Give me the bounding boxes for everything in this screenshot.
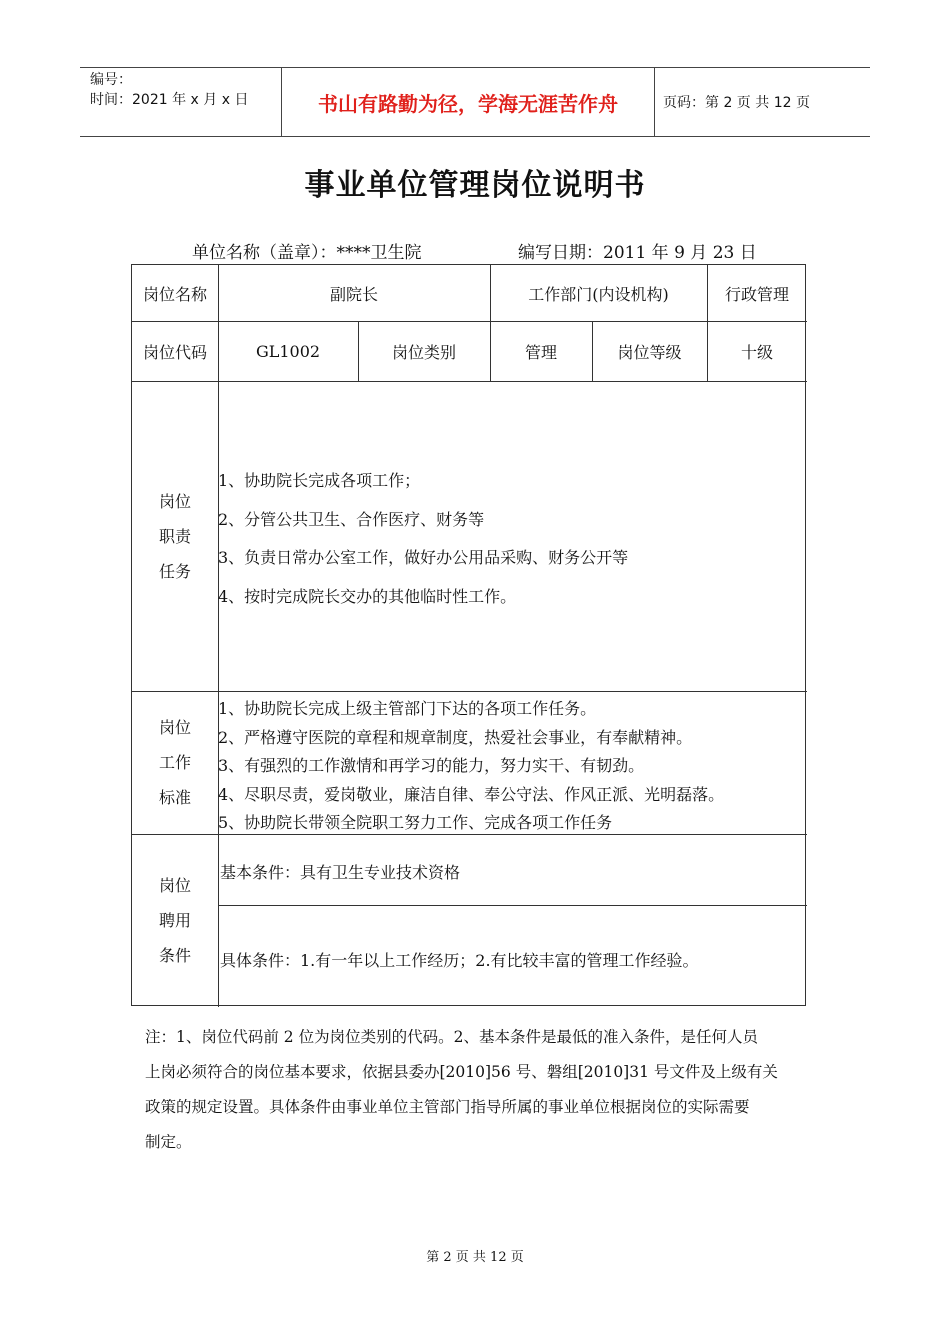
position-table	[131, 264, 806, 1006]
slogan: 书山有路勤为径，学海无涯苦作舟	[281, 68, 655, 136]
list-item: 1、协助院长完成上级主管部门下达的各项工作任务。	[218, 699, 597, 718]
position-name-value: 副院长	[329, 284, 378, 304]
unit-name: 单位名称（盖章）：****卫生院	[192, 243, 422, 263]
duties-list	[218, 462, 807, 616]
compile-date: 编写日期：2011 年 9 月 23 日	[518, 243, 757, 263]
list-item: 2、严格遵守医院的章程和规章制度，热爱社会事业，有奉献精神。	[218, 727, 693, 747]
position-grade-label: 岗位等级	[617, 342, 682, 362]
list-item: 5、协助院长带领全院职工努力工作、完成各项工作任务	[218, 813, 613, 832]
basic-conditions: 基本条件：具有卫生专业技术资格	[220, 863, 461, 882]
list-item: 4、尽职尽责，爱岗敬业，廉洁自律、奉公守法、作风正派、光明磊落。	[218, 784, 725, 804]
list-item: 4、按时完成院长交办的其他临时性工作。	[218, 586, 517, 606]
position-category-label: 岗位类别	[391, 342, 456, 362]
page-indicator: 页码：第 2 页 共 12 页	[663, 95, 810, 111]
duties-label: 岗位 职责 任务	[158, 491, 191, 581]
standards-list	[218, 695, 807, 838]
note-paragraph: 注：1、岗位代码前 2 位为岗位类别的代码。2、基本条件是最低的准入条件，是任何人员 上岗必须符合的岗位基本要求，依据县委办[2010]56 号、磐组[2010]31 号文件及上级有关 政策的规定设置。具体条件由事业单位主管部门指导所属的事业单位根据岗位的实际需要 制定。	[145, 1028, 778, 1151]
position-code-label: 岗位代码	[142, 342, 207, 362]
position-name-label: 岗位名称	[142, 284, 207, 304]
specific-conditions: 具体条件：1.有一年以上工作经历；2.有比较丰富的管理工作经验。	[220, 951, 699, 970]
list-item: 3、有强烈的工作激情和再学习的能力，努力实干、有韧劲。	[218, 756, 645, 775]
list-item: 3、负责日常办公室工作，做好办公用品采购、财务公开等	[218, 548, 629, 567]
department-label: 工作部门(内设机构)	[528, 284, 669, 304]
standards-label: 岗位 工作 标准	[158, 718, 191, 807]
number-label: 编号：	[90, 72, 132, 88]
list-item: 1、协助院长完成各项工作；	[218, 471, 421, 490]
header-info	[80, 68, 281, 136]
hiring-label: 岗位 聘用 条件	[158, 876, 191, 965]
department-value: 行政管理	[724, 284, 789, 304]
position-code-value: GL1002	[255, 341, 321, 361]
position-grade-value: 十级	[740, 342, 773, 362]
header-band	[80, 67, 870, 137]
list-item: 2、分管公共卫生、合作医疗、财务等	[218, 509, 485, 529]
time-label: 时间：2021 年 x 月 x 日	[90, 92, 249, 108]
page-footer: 第 2 页 共 12 页	[426, 1250, 524, 1265]
document-title: 事业单位管理岗位说明书	[304, 168, 646, 203]
position-category-value: 管理	[524, 342, 557, 362]
